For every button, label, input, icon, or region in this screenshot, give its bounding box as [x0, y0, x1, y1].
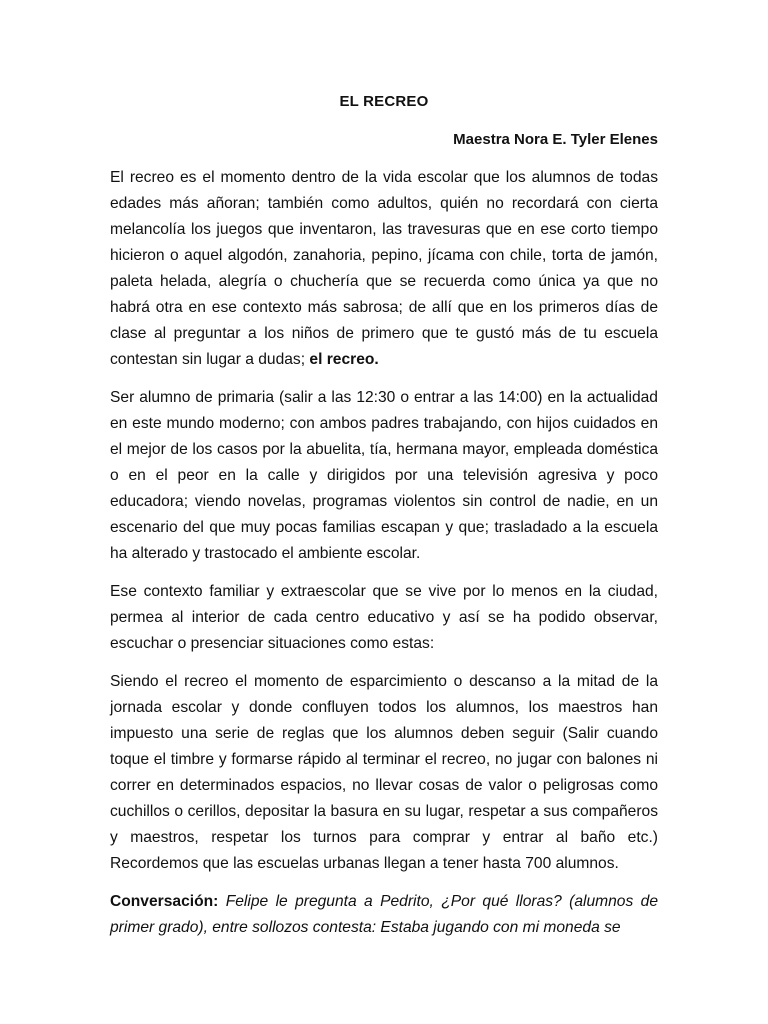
paragraph-3 — [110, 579, 658, 657]
paragraph-1 — [110, 165, 658, 373]
paragraph-2-text: Ser alumno de primaria (salir a las 12:30 o entrar a las 14:00) en la actualidad en este mundo moderno; con ambos padres trabajando, con hijos cuidados en el mejor de los casos por la abuelita, tía, hermana mayor, empleada doméstica o en el peor en la calle y dirigidos por una televisión agresiva y poco educadora; viendo novelas, programas violentos sin control de nadie, en un escenario del que muy pocas familias escapan y que; trasladado a la escuela ha alterado y trastocado el ambiente escolar. — [110, 389, 658, 562]
paragraph-4-text: Siendo el recreo el momento de esparcimiento o descanso a la mitad de la jornada escolar y donde confluyen todos los alumnos, los maestros han impuesto una serie de reglas que los alumnos deben seguir (Salir cuando toque el timbre y formarse rápido al terminar el recreo, no jugar con balones ni correr en determinados espacios, no llevar cosas de valor o peligrosas como cuchillos o cerillos, depositar la basura en su lugar, respetar a sus compañeros y maestros, respetar los turnos para comprar y entrar al baño etc.) Recordemos que las escuelas urbanas llegan a tener hasta 700 alumnos. — [110, 673, 658, 872]
paragraph-3-text: Ese contexto familiar y extraescolar que se vive por lo menos en la ciudad, permea al interior de cada centro educativo y así se ha podido observar, escuchar o presenciar situaciones como estas: — [110, 583, 658, 652]
paragraph-1-emphasis: el recreo. — [309, 351, 379, 368]
document-title: EL RECREO — [339, 93, 429, 110]
document-body — [110, 165, 658, 953]
paragraph-2 — [110, 385, 658, 567]
paragraph-5 — [110, 889, 658, 941]
paragraph-5-text: Felipe le pregunta a Pedrito, ¿Por qué lloras? (alumnos de primer grado), entre sollozos contesta: Estaba jugando con mi moneda se — [110, 893, 658, 936]
document-author: Maestra Nora E. Tyler Elenes — [453, 131, 658, 148]
conversation-label: Conversación: — [110, 893, 219, 910]
paragraph-1-text: El recreo es el momento dentro de la vida escolar que los alumnos de todas edades más añoran; también como adultos, quién no recordará con cierta melancolía los juegos que inventaron, las travesuras que en ese corto tiempo hicieron o aquel algodón, zanahoria, pepino, jícama con chile, torta de jamón, paleta helada, alegría o chuchería que se recuerda como única ya que no habrá otra en ese contexto más sabrosa; de allí que en los primeros días de clase al preguntar a los niños de primero que te gustó más de tu escuela contestan sin lugar a dudas; — [110, 169, 658, 368]
paragraph-4 — [110, 669, 658, 877]
